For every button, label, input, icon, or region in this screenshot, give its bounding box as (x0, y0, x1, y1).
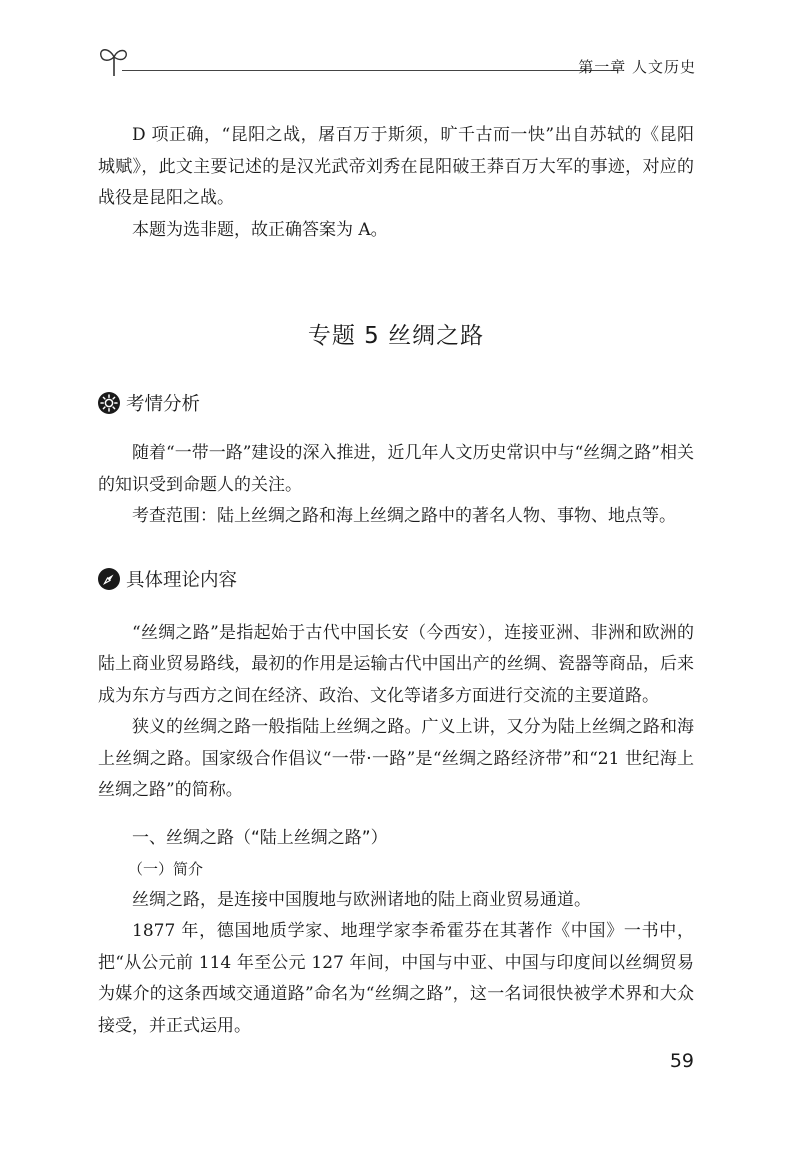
topic-title: 专题 5 丝绸之路 (307, 323, 485, 349)
compass-icon (98, 568, 120, 590)
intro-text: 丝绸之路，是连接中国腹地与欧洲诸地的陆上商业贸易通道。 (132, 889, 591, 910)
section-exam-analysis (98, 386, 694, 420)
page-header (96, 44, 696, 84)
page-number: 59 (669, 1050, 694, 1072)
section-theory-content (98, 562, 694, 596)
exam-scope-text: 考查范围：陆上丝绸之路和海上丝绸之路中的著名人物、事物、地点等。 (132, 506, 676, 526)
subsection-heading: 一、丝绸之路（“陆上丝绸之路”） (132, 827, 388, 848)
option-d-explanation: D 项正确，“昆阳之战，屠百万于斯须，旷千古而一快”出自苏轼的《昆阳城赋》，此文主要记述的是汉光武帝刘秀在昆阳破王莽百万大军的事迹，对应的战役是昆阳之战。 (98, 125, 694, 208)
section-title: 具体理论内容 (126, 569, 238, 591)
exam-analysis-text: 随着“一带一路”建设的深入推进，近几年人文历史常识中与“丝绸之路”相关的知识受到命题人的关注。 (98, 443, 694, 495)
chapter-title: 第一章 人文历史 (578, 58, 696, 76)
naming-history-text: 1877 年，德国地质学家、地理学家李希霍芬在其著作《中国》一书中，把“从公元前 114 年至公元 127 年间，中国与中亚、中国与印度间以丝绸贸易为媒介的这条西域交通道路”命名为“丝绸之路”，这一名词很快被学术界和大众接受，并正式运用。 (98, 921, 694, 1036)
sprout-icon (96, 44, 132, 78)
page-content (98, 120, 694, 1042)
silk-road-scope: 狭义的丝绸之路一般指陆上丝绸之路。广义上讲，又分为陆上丝绸之路和海上丝绸之路。国家级合作倡议“一带·一路”是“丝绸之路经济带”和“21 世纪海上丝绸之路”的简称。 (98, 717, 694, 800)
sun-icon (98, 392, 120, 414)
silk-road-definition: “丝绸之路”是指起始于古代中国长安（今西安），连接亚洲、非洲和欧洲的陆上商业贸易路线，最初的作用是运输古代中国出产的丝绸、瓷器等商品，后来成为东方与西方之间在经济、政治、文化等诸多方面进行交流的主要道路。 (98, 622, 694, 706)
section-title: 考情分析 (126, 394, 201, 415)
answer-text: 本题为选非题，故正确答案为 A。 (132, 219, 388, 240)
subsection-subheading: （一）简介 (128, 859, 204, 878)
header-rule (122, 70, 618, 71)
